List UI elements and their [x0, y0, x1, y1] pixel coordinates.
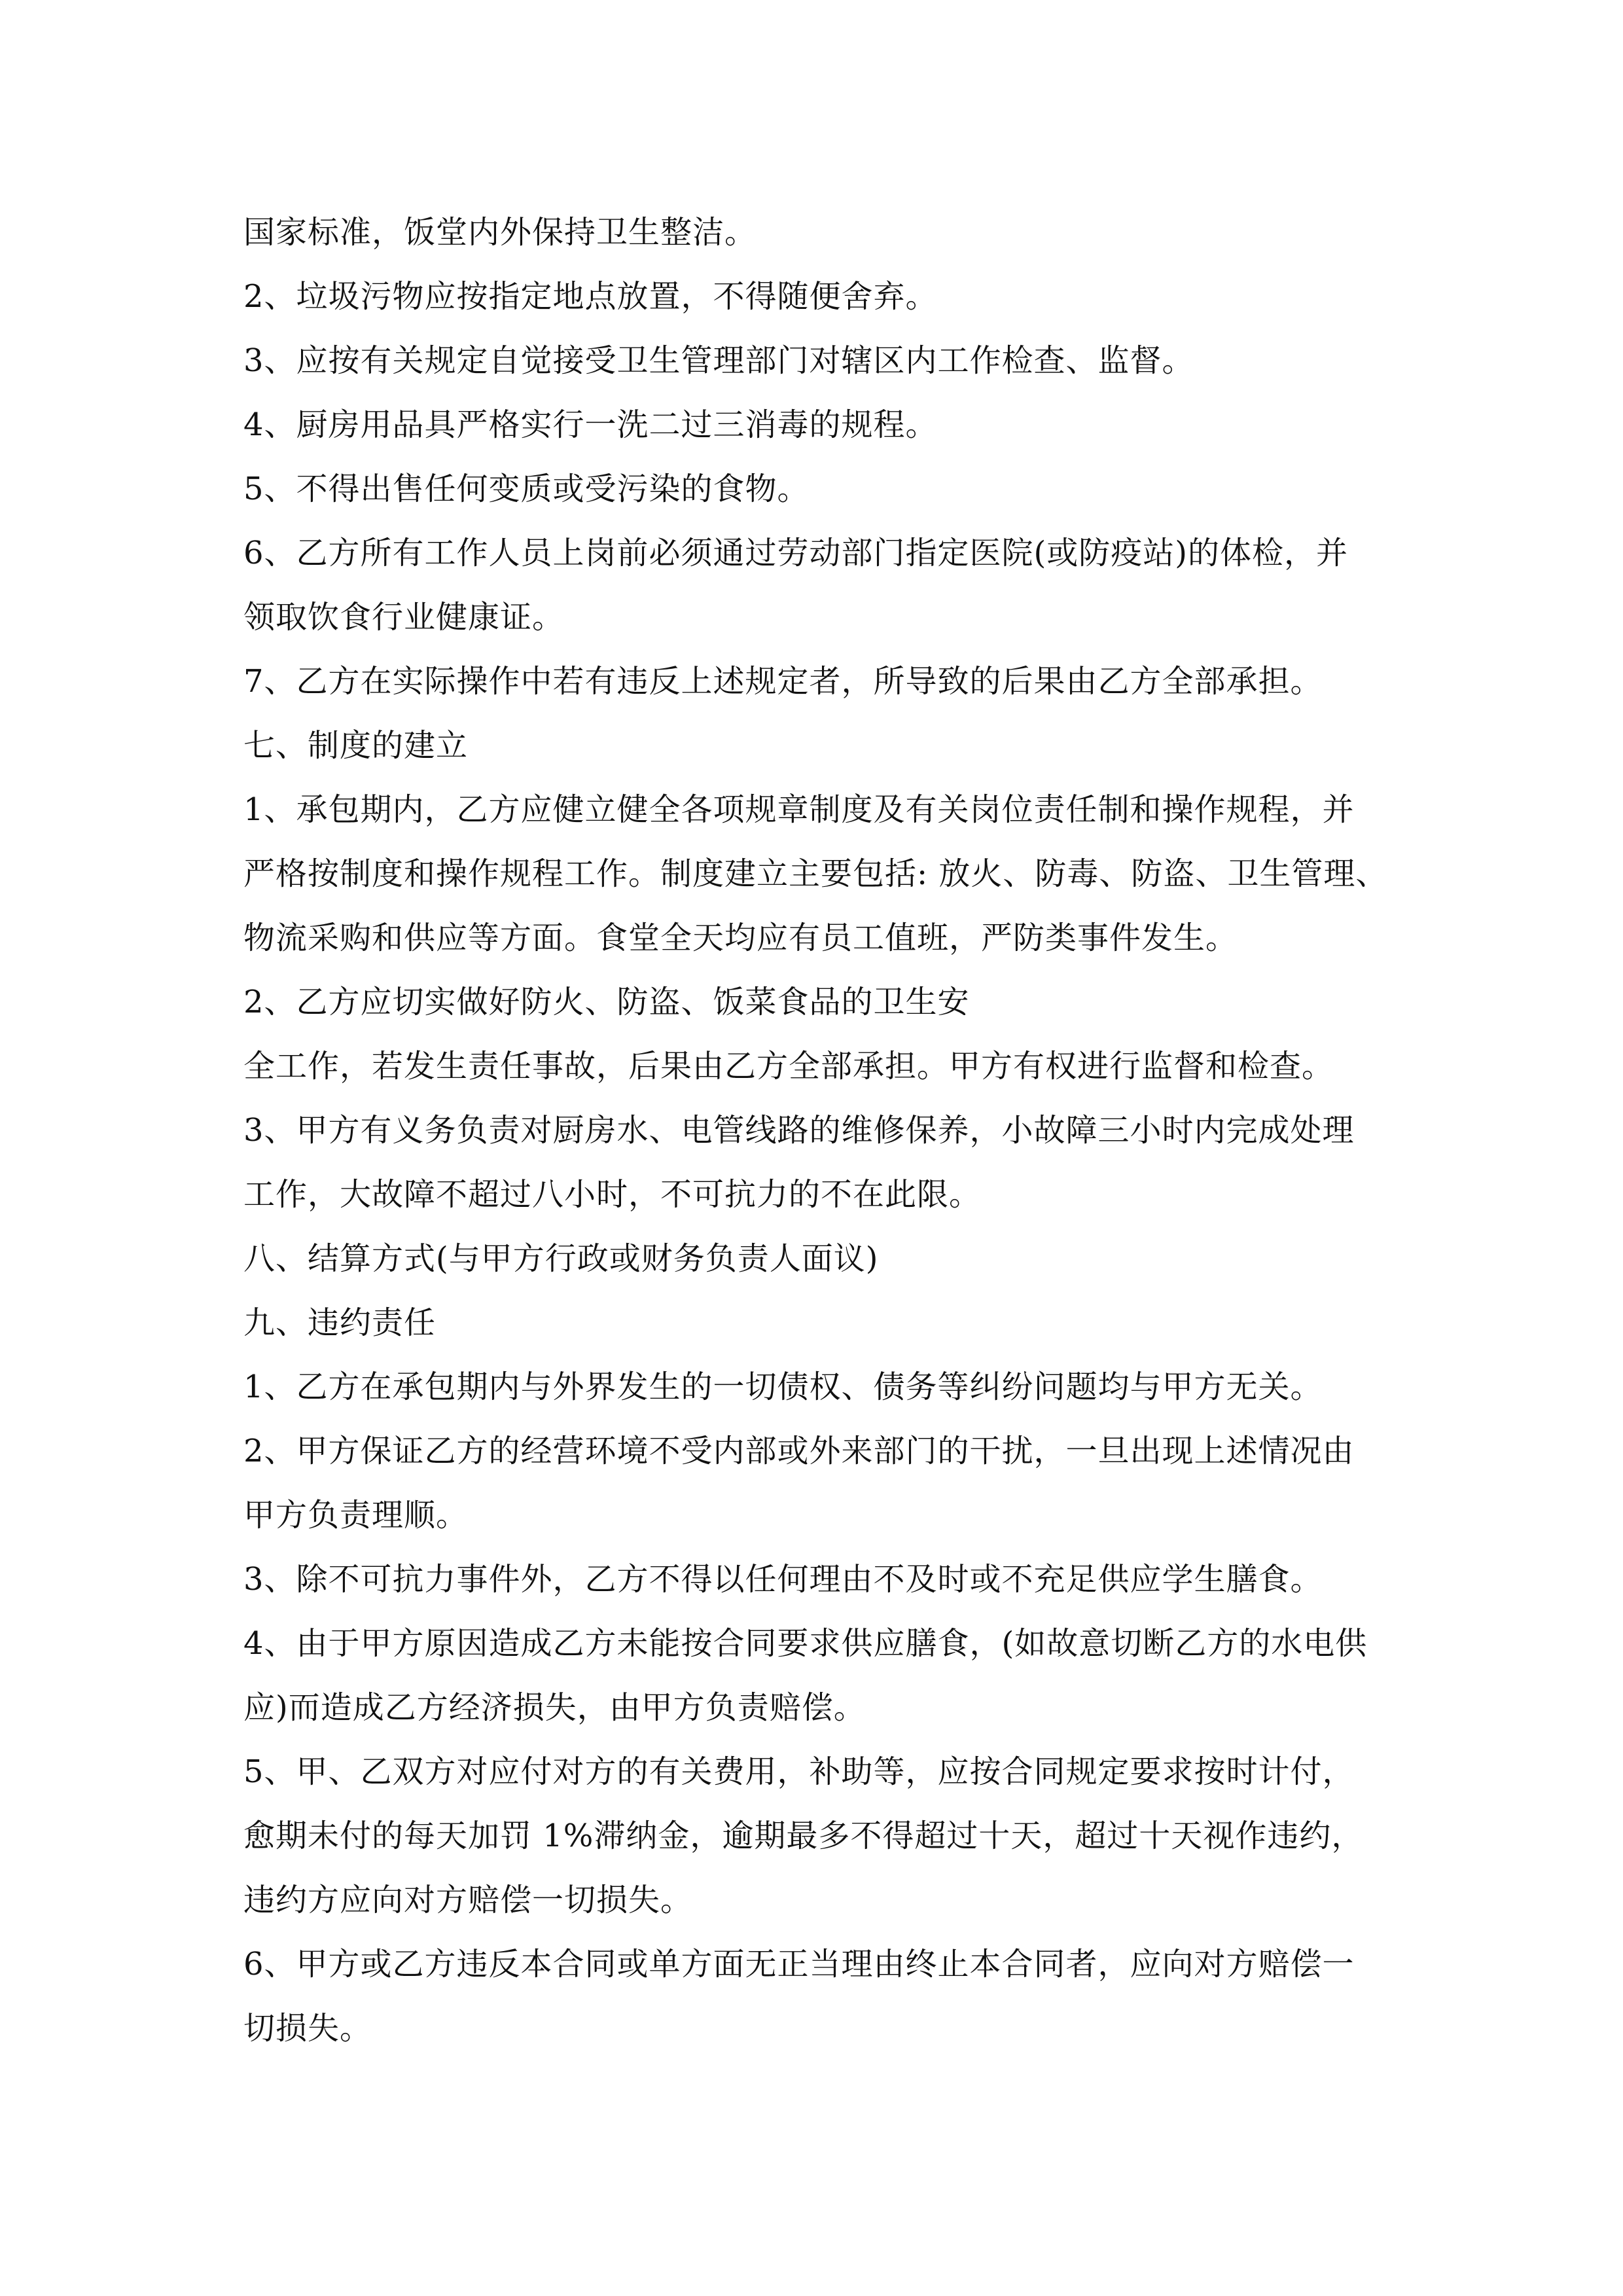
text-line: 甲方负责理顺。	[243, 1497, 469, 1534]
text-line: 3、应按有关规定自觉接受卫生管理部门对辖区内工作检查、监督。	[243, 342, 1194, 379]
text-line: 2、甲方保证乙方的经营环境不受内部或外来部门的干扰，一旦出现上述情况由	[243, 1433, 1355, 1469]
text-line: 3、甲方有义务负责对厨房水、电管线路的维修保养，小故障三小时内完成处理	[243, 1112, 1355, 1149]
text-line: 严格按制度和操作规程工作。制度建立主要包括: 放火、防毒、防盗、卫生管理、	[243, 855, 1388, 892]
text-line: 7、乙方在实际操作中若有违反上述规定者，所导致的后果由乙方全部承担。	[243, 663, 1323, 700]
text-line: 6、甲方或乙方违反本合同或单方面无正当理由终止本合同者，应向对方赔偿一	[243, 1946, 1355, 1982]
text-line: 2、乙方应切实做好防火、防盗、饭菜食品的卫生安	[243, 984, 970, 1020]
section-heading: 七、制度的建立	[243, 727, 469, 764]
text-line: 切损失。	[243, 2010, 372, 2047]
text-line: 应)而造成乙方经济损失，由甲方负责赔偿。	[243, 1689, 866, 1726]
text-line: 全工作，若发生责任事故，后果由乙方全部承担。甲方有权进行监督和检查。	[243, 1048, 1334, 1085]
text-line: 5、甲、乙双方对应付对方的有关费用，补助等，应按合同规定要求按时计付，	[243, 1753, 1355, 1790]
text-line: 物流采购和供应等方面。食堂全天均应有员工值班，严防类事件发生。	[243, 920, 1238, 956]
text-line: 5、不得出售任何变质或受污染的食物。	[243, 471, 810, 507]
text-line: 工作，大故障不超过八小时，不可抗力的不在此限。	[243, 1176, 982, 1213]
text-line: 3、除不可抗力事件外，乙方不得以任何理由不及时或不充足供应学生膳食。	[243, 1561, 1323, 1598]
text-line: 违约方应向对方赔偿一切损失。	[243, 1882, 693, 1918]
text-line: 愈期未付的每天加罚 1%滞纳金，逾期最多不得超过十天，超过十天视作违约，	[243, 1818, 1364, 1854]
section-heading: 九、违约责任	[243, 1304, 437, 1341]
text-line: 1、承包期内，乙方应健立健全各项规章制度及有关岗位责任制和操作规程，并	[243, 791, 1355, 828]
document-body	[243, 200, 1395, 2060]
text-line: 国家标准，饭堂内外保持卫生整洁。	[243, 214, 757, 251]
text-line: 4、厨房用品具严格实行一洗二过三消毒的规程。	[243, 406, 938, 443]
text-line: 领取饮食行业健康证。	[243, 599, 565, 636]
text-line: 6、乙方所有工作人员上岗前必须通过劳动部门指定医院(或防疫站)的体检，并	[243, 535, 1348, 571]
section-heading: 八、结算方式(与甲方行政或财务负责人面议)	[243, 1240, 879, 1277]
text-line: 1、乙方在承包期内与外界发生的一切债权、债务等纠纷问题均与甲方无关。	[243, 1369, 1323, 1405]
text-line: 4、由于甲方原因造成乙方未能按合同要求供应膳食，(如故意切断乙方的水电供	[243, 1625, 1368, 1662]
text-line: 2、垃圾污物应按指定地点放置，不得随便舍弃。	[243, 278, 938, 315]
